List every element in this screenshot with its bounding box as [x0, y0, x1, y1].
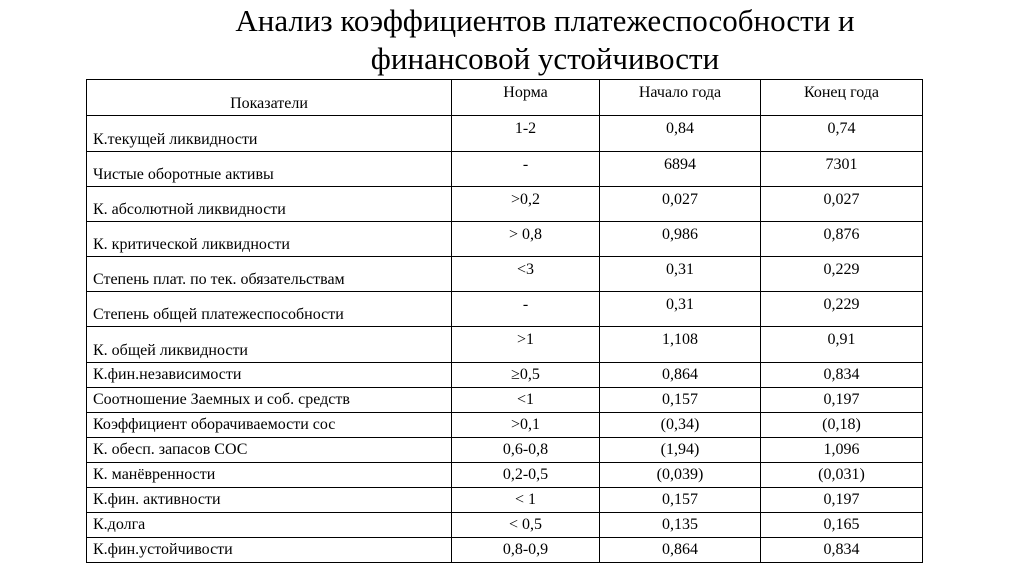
title-line-1: Анализ коэффициентов платежеспособности и: [235, 3, 855, 38]
table-row: [87, 187, 923, 222]
norm-value: -: [452, 292, 600, 327]
start-year-value: 6894: [600, 152, 761, 187]
end-year-value: 0,91: [761, 327, 923, 363]
start-year-value: 0,84: [600, 116, 761, 152]
norm-value: > 0,8: [452, 222, 600, 257]
indicator-name: Степень плат. по тек. обязательствам: [87, 257, 452, 292]
norm-value: < 1: [452, 488, 600, 513]
end-year-value: 0,229: [761, 292, 923, 327]
start-year-value: 1,108: [600, 327, 761, 363]
table-row: [87, 327, 923, 363]
end-year-value: 0,229: [761, 257, 923, 292]
end-year-value: (0,18): [761, 413, 923, 438]
table-row: [87, 463, 923, 488]
norm-value: <1: [452, 388, 600, 413]
start-year-value: 0,864: [600, 363, 761, 388]
table-row: [87, 513, 923, 538]
ratios-table: [86, 79, 923, 563]
end-year-value: 0,165: [761, 513, 923, 538]
norm-value: >0,2: [452, 187, 600, 222]
table-row: [87, 222, 923, 257]
norm-value: ≥0,5: [452, 363, 600, 388]
indicator-name: К.фин.независимости: [87, 363, 452, 388]
indicator-name: К.текущей ликвидности: [87, 116, 452, 152]
end-year-value: 0,197: [761, 488, 923, 513]
indicator-name: Степень общей платежеспособности: [87, 292, 452, 327]
norm-value: 0,8-0,9: [452, 538, 600, 563]
start-year-value: 0,157: [600, 388, 761, 413]
norm-value: 0,2-0,5: [452, 463, 600, 488]
end-year-value: 7301: [761, 152, 923, 187]
indicator-name: К. манёвренности: [87, 463, 452, 488]
start-year-value: (0,039): [600, 463, 761, 488]
indicator-name: К. обесп. запасов СОС: [87, 438, 452, 463]
end-year-value: 0,834: [761, 363, 923, 388]
end-year-value: 1,096: [761, 438, 923, 463]
indicator-name: К. общей ликвидности: [87, 327, 452, 363]
end-year-value: 0,197: [761, 388, 923, 413]
end-year-value: 0,834: [761, 538, 923, 563]
start-year-value: (0,34): [600, 413, 761, 438]
title-line-2: финансовой устойчивости: [370, 41, 720, 76]
start-year-value: (1,94): [600, 438, 761, 463]
table-row: [87, 363, 923, 388]
start-year-value: 0,31: [600, 257, 761, 292]
end-year-value: 0,876: [761, 222, 923, 257]
start-year-value: 0,157: [600, 488, 761, 513]
norm-value: 0,6-0,8: [452, 438, 600, 463]
end-year-value: 0,74: [761, 116, 923, 152]
indicator-name: Соотношение Заемных и соб. средств: [87, 388, 452, 413]
start-year-value: 0,864: [600, 538, 761, 563]
indicator-name: К.долга: [87, 513, 452, 538]
indicator-name: К. абсолютной ликвидности: [87, 187, 452, 222]
end-year-value: 0,027: [761, 187, 923, 222]
norm-value: >1: [452, 327, 600, 363]
table-header-row: [87, 80, 923, 116]
table-row: [87, 488, 923, 513]
norm-value: >0,1: [452, 413, 600, 438]
table-row: [87, 413, 923, 438]
indicator-name: К. критической ликвидности: [87, 222, 452, 257]
header-start-of-year: Начало года: [600, 80, 761, 116]
norm-value: < 0,5: [452, 513, 600, 538]
page-title: [120, 2, 970, 78]
table-row: [87, 116, 923, 152]
indicator-name: Коэффициент оборачиваемости сос: [87, 413, 452, 438]
table-row: [87, 152, 923, 187]
norm-value: -: [452, 152, 600, 187]
start-year-value: 0,31: [600, 292, 761, 327]
indicator-name: Чистые оборотные активы: [87, 152, 452, 187]
norm-value: 1-2: [452, 116, 600, 152]
table-row: [87, 292, 923, 327]
start-year-value: 0,986: [600, 222, 761, 257]
ratios-table-container: [86, 79, 922, 563]
table-row: [87, 388, 923, 413]
table-row: [87, 538, 923, 563]
indicator-name: К.фин.устойчивости: [87, 538, 452, 563]
header-end-of-year: Конец года: [761, 80, 923, 116]
table-row: [87, 438, 923, 463]
indicator-name: К.фин. активности: [87, 488, 452, 513]
end-year-value: (0,031): [761, 463, 923, 488]
start-year-value: 0,135: [600, 513, 761, 538]
header-norm: Норма: [452, 80, 600, 116]
norm-value: <3: [452, 257, 600, 292]
table-row: [87, 257, 923, 292]
header-indicators: Показатели: [87, 80, 452, 116]
start-year-value: 0,027: [600, 187, 761, 222]
